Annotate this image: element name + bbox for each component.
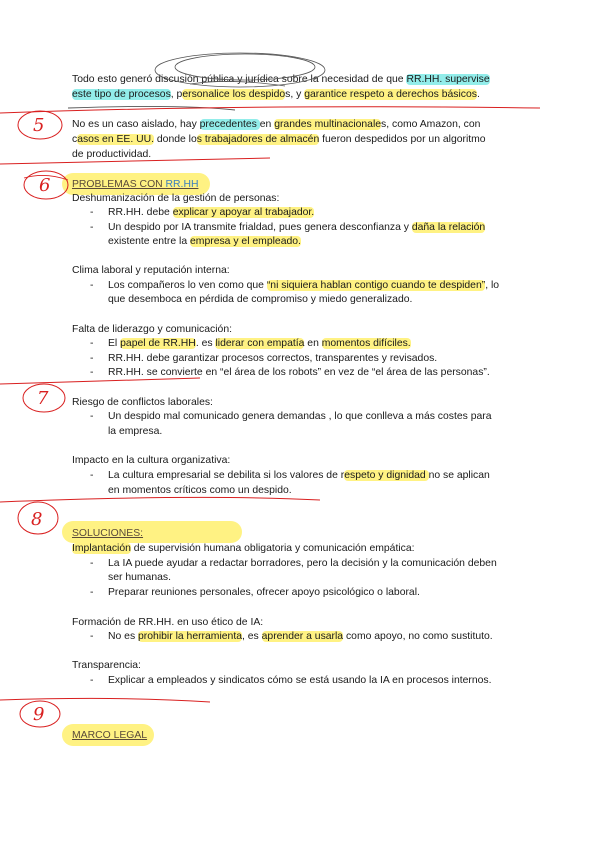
riesgo-item-1-cont: la empresa. bbox=[108, 426, 163, 437]
margin-number-5: 5 bbox=[33, 115, 45, 136]
case-line-2: casos en EE. UU. donde los trabajadores de almacén fueron despedidos por un algoritmo bbox=[72, 134, 486, 145]
intro-line-2: este tipo de procesos, personalice los despidos, y garantice respeto a derechos básicos. bbox=[72, 89, 480, 100]
red-circle-9 bbox=[20, 701, 60, 727]
separator-grey bbox=[68, 106, 235, 110]
margin-number-8: 8 bbox=[31, 509, 43, 530]
lider-item-3: RR.HH. se convierte en “el área de los robots” en vez de “el área de las personas”. bbox=[108, 367, 490, 378]
margin-number-7: 7 bbox=[37, 388, 49, 409]
bullet-dash: - bbox=[90, 207, 94, 218]
intro-line-1: Todo esto generó discusión pública y jurídica sobre la necesidad de que RR.HH. supervise bbox=[72, 74, 490, 85]
red-line-8 bbox=[0, 497, 320, 502]
clima-item-1-cont: que desemboca en pérdida de compromiso y miedo generalizado. bbox=[108, 294, 413, 305]
cultura-item-1: La cultura empresarial se debilita si los valores de respeto y dignidad no se aplican bbox=[108, 470, 490, 481]
clima-item-1: Los compañeros lo ven como que “ni siquiera hablan contigo cuando te despiden”, lo bbox=[108, 280, 500, 291]
dehum-item-2-cont: existente entre la empresa y el empleado. bbox=[108, 236, 301, 247]
dehum-title: Deshumanización de la gestión de personas: bbox=[72, 193, 280, 204]
bullet-dash: - bbox=[90, 587, 94, 598]
transparencia-item-1: Explicar a empleados y sindicatos cómo se está usando la IA en procesos internos. bbox=[108, 675, 492, 686]
cultura-title: Impacto en la cultura organizativa: bbox=[72, 455, 231, 466]
bullet-dash: - bbox=[90, 631, 94, 642]
solutions-impl: Implantación de supervisión humana obligatoria y comunicación empática: bbox=[72, 543, 415, 554]
solutions-heading: SOLUCIONES: bbox=[72, 528, 144, 539]
bullet-dash: - bbox=[90, 558, 94, 569]
bullet-dash: - bbox=[90, 470, 94, 481]
dehum-item-1: RR.HH. debe explicar y apoyar al trabajador. bbox=[108, 207, 315, 218]
cultura-item-1-cont: en momentos críticos como un despido. bbox=[108, 485, 292, 496]
formacion-item-1: No es prohibir la herramienta, es aprender a usarla como apoyo, no como sustituto. bbox=[108, 631, 493, 642]
bullet-dash: - bbox=[90, 675, 94, 686]
case-line-3: de productividad. bbox=[72, 149, 152, 160]
bullet-dash: - bbox=[90, 338, 94, 349]
riesgo-title: Riesgo de conflictos laborales: bbox=[72, 397, 213, 408]
bullet-dash: - bbox=[90, 367, 94, 378]
margin-number-9: 9 bbox=[33, 704, 45, 725]
clima-title: Clima laboral y reputación interna: bbox=[72, 265, 230, 276]
red-line-5 bbox=[0, 107, 540, 113]
margin-number-6: 6 bbox=[39, 175, 51, 196]
lider-item-2: RR.HH. debe garantizar procesos correctos, transparentes y revisados. bbox=[108, 353, 438, 364]
case-line-1: No es un caso aislado, hay precedentes en grandes multinacionales, como Amazon, con bbox=[72, 119, 481, 130]
problems-heading: PROBLEMAS CON RR.HH bbox=[72, 179, 199, 190]
solutions-item-1-cont: ser humanas. bbox=[108, 572, 171, 583]
solutions-item-2: Preparar reuniones personales, ofrecer apoyo psicológico o laboral. bbox=[108, 587, 420, 598]
transparencia-title: Transparencia: bbox=[72, 660, 141, 671]
formacion-title: Formación de RR.HH. en uso ético de IA: bbox=[72, 617, 264, 628]
red-circle-5 bbox=[18, 111, 62, 139]
legal-heading: MARCO LEGAL bbox=[72, 730, 148, 741]
red-line-9 bbox=[0, 698, 210, 702]
bullet-dash: - bbox=[90, 222, 94, 233]
bullet-dash: - bbox=[90, 280, 94, 291]
red-circle-7 bbox=[23, 384, 65, 412]
bullet-dash: - bbox=[90, 353, 94, 364]
red-tick-6 bbox=[24, 175, 68, 180]
riesgo-item-1: Un despido mal comunicado genera demandas , lo que conlleva a más costes para bbox=[108, 411, 492, 422]
red-circle-8 bbox=[18, 502, 58, 534]
solutions-item-1: La IA puede ayudar a redactar borradores, pero la decisión y la comunicación deben bbox=[108, 558, 497, 569]
dehum-item-2: Un despido por IA transmite frialdad, pues genera desconfianza y daña la relación bbox=[108, 222, 486, 233]
lider-item-1: El papel de RR.HH. es liderar con empatía en momentos difíciles. bbox=[108, 338, 411, 349]
bullet-dash: - bbox=[90, 411, 94, 422]
lider-title: Falta de liderazgo y comunicación: bbox=[72, 324, 232, 335]
